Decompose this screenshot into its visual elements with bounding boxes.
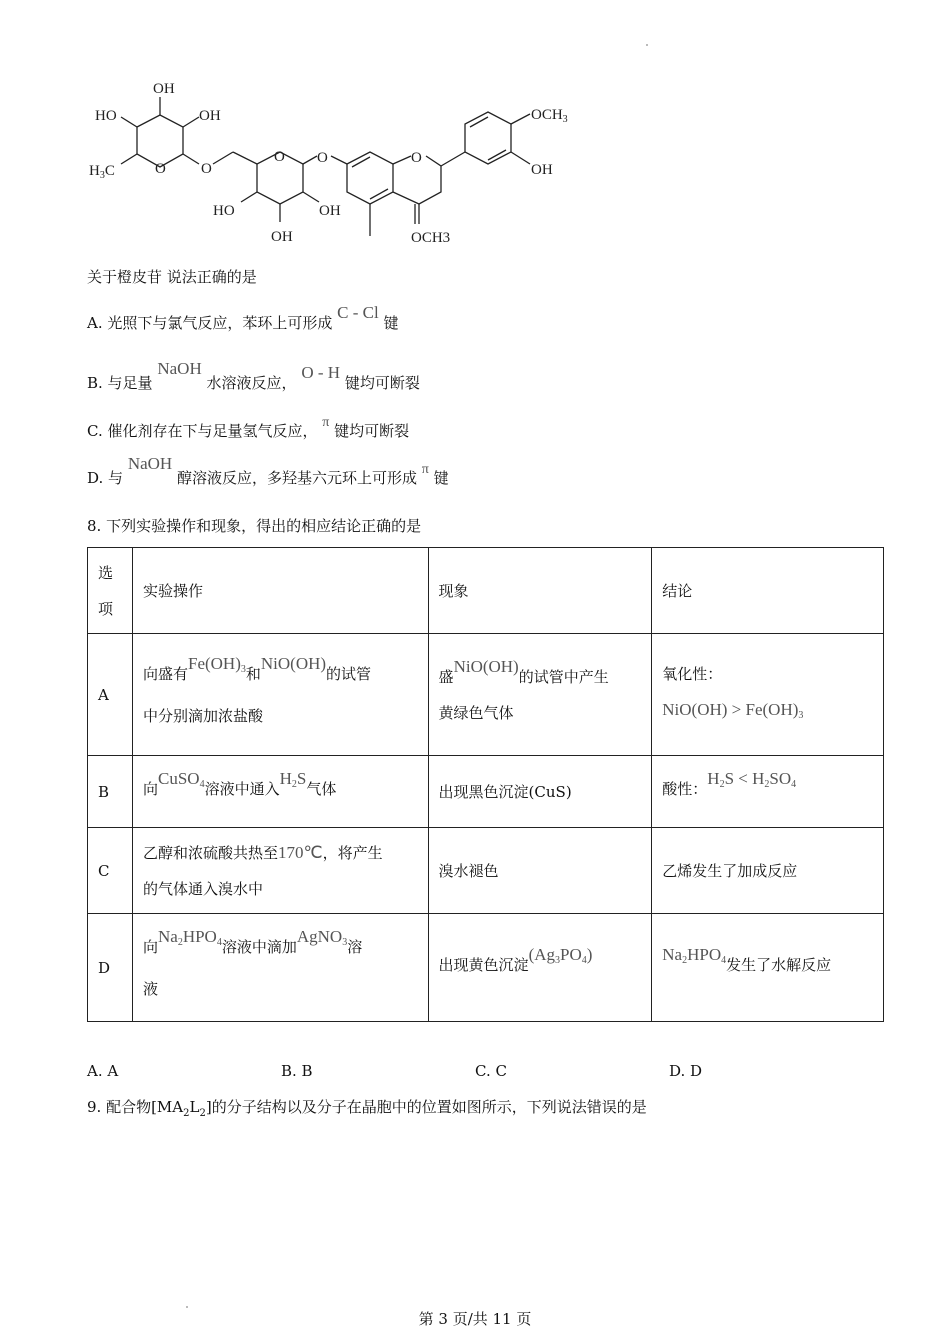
mol-label: $H_3C$ <box>89 163 115 181</box>
cell-phenomenon: 盛NiO(OH)的试管中产生 黄绿色气体 <box>428 634 652 756</box>
formula-o-h: O - H <box>301 363 341 382</box>
cell-conclusion: $Na_2HPO_4$发生了水解反应 <box>652 914 884 1022</box>
table-row <box>88 634 884 756</box>
experiment-table <box>87 547 884 1022</box>
table-row <box>88 756 884 828</box>
cell-operation: 向CuSO$_4$溶液中通入$H_2S$气体 <box>132 756 428 828</box>
row-label: C <box>88 828 133 914</box>
header-option: 选项 <box>88 548 133 634</box>
cell-operation: 向$Na_2HPO_4$溶液中滴加AgNO$_3$溶 液 <box>132 914 428 1022</box>
choice-c[interactable]: C. C <box>475 1062 507 1080</box>
formula-naoh: NaOH <box>157 359 202 378</box>
mol-label: O <box>274 149 285 165</box>
mol-label: OH <box>531 162 553 178</box>
mol-label: O <box>411 150 422 166</box>
molecule-structure <box>85 72 585 252</box>
formula-c-cl: C - Cl <box>337 303 379 322</box>
q7-option-b-text: B. 与足量 <box>87 374 153 392</box>
q7-option-c-text: C. 催化剂存在下与足量氢气反应， <box>87 422 318 440</box>
cell-phenomenon: 出现黄色沉淀$(Ag_3PO_4)$ <box>428 914 652 1022</box>
header-operation: 实验操作 <box>132 548 428 634</box>
mol-label: O <box>155 161 166 177</box>
table-header-row <box>88 548 884 634</box>
cell-operation: 向盛有$Fe(OH)_3$和NiO(OH)的试管 中分别滴加浓盐酸 <box>132 634 428 756</box>
aromatic-ring-a <box>347 152 393 204</box>
mol-label: OH <box>199 108 221 124</box>
table-row <box>88 828 884 914</box>
q7-option-d-text: D. 与 <box>87 469 124 487</box>
choice-a[interactable]: A. A <box>87 1062 119 1080</box>
q7-option-d-tail: 键 <box>433 469 449 487</box>
choice-b[interactable]: B. B <box>281 1062 313 1080</box>
q7-option-a-tail: 键 <box>383 314 399 332</box>
scan-dot <box>646 44 648 46</box>
mol-label: HO <box>213 203 235 219</box>
q7-option-c[interactable] <box>87 415 410 441</box>
mol-label: OH <box>271 229 293 245</box>
q7-option-b-tail: 键均可断裂 <box>344 374 420 392</box>
pi-symbol: π <box>421 462 429 477</box>
pi-symbol: π <box>322 415 330 430</box>
q8-stem: 8. 下列实验操作和现象，得出的相应结论正确的是 <box>87 517 422 535</box>
q9-stem: 9. 配合物$[MA_2L_2]$的分子结构以及分子在晶胞中的位置如图所示，下列说法错误的是 <box>87 1098 647 1119</box>
mol-label: $OCH_3$ <box>531 107 568 125</box>
mol-label: OCH3 <box>411 230 451 246</box>
mol-label: OH <box>319 203 341 219</box>
cell-operation: 乙醇和浓硫酸共热至170℃，将产生 的气体通入溴水中 <box>132 828 428 914</box>
q7-option-d[interactable] <box>87 454 449 488</box>
table-row <box>88 914 884 1022</box>
aromatic-ring-b <box>465 112 511 164</box>
cell-phenomenon: 出现黑色沉淀(CuS) <box>428 756 652 828</box>
header-phenomenon: 现象 <box>428 548 652 634</box>
formula-naoh: NaOH <box>127 454 173 473</box>
choice-d[interactable]: D. D <box>669 1062 703 1080</box>
header-conclusion: 结论 <box>652 548 884 634</box>
q7-option-a-text: A. 光照下与氯气反应，苯环上可形成 <box>87 314 333 332</box>
mol-label: OH <box>153 81 175 97</box>
cell-phenomenon: 溴水褪色 <box>428 828 652 914</box>
q7-option-a[interactable] <box>87 303 399 333</box>
cell-conclusion: 酸性：$H_2S < H_2SO_4$ <box>652 756 884 828</box>
mol-label: HO <box>95 108 117 124</box>
mol-label: O <box>317 150 328 166</box>
cell-conclusion: 氧化性： $NiO(OH) > Fe(OH)_3$ <box>652 634 884 756</box>
q7-option-c-tail: 键均可断裂 <box>334 422 410 440</box>
row-label: D <box>88 914 133 1022</box>
row-label: B <box>88 756 133 828</box>
q7-option-d-mid: 醇溶液反应，多羟基六元环上可形成 <box>176 469 417 487</box>
sugar-ring-1 <box>137 115 183 167</box>
q7-stem: 关于橙皮苷 说法正确的是 <box>87 268 257 286</box>
row-label: A <box>88 634 133 756</box>
page-footer: 第 3 页/共 11 页 <box>418 1310 532 1328</box>
mol-label: O <box>201 161 212 177</box>
q7-option-b-mid: 水溶液反应， <box>206 374 297 392</box>
q7-option-b[interactable] <box>87 359 420 393</box>
cell-conclusion: 乙烯发生了加成反应 <box>652 828 884 914</box>
